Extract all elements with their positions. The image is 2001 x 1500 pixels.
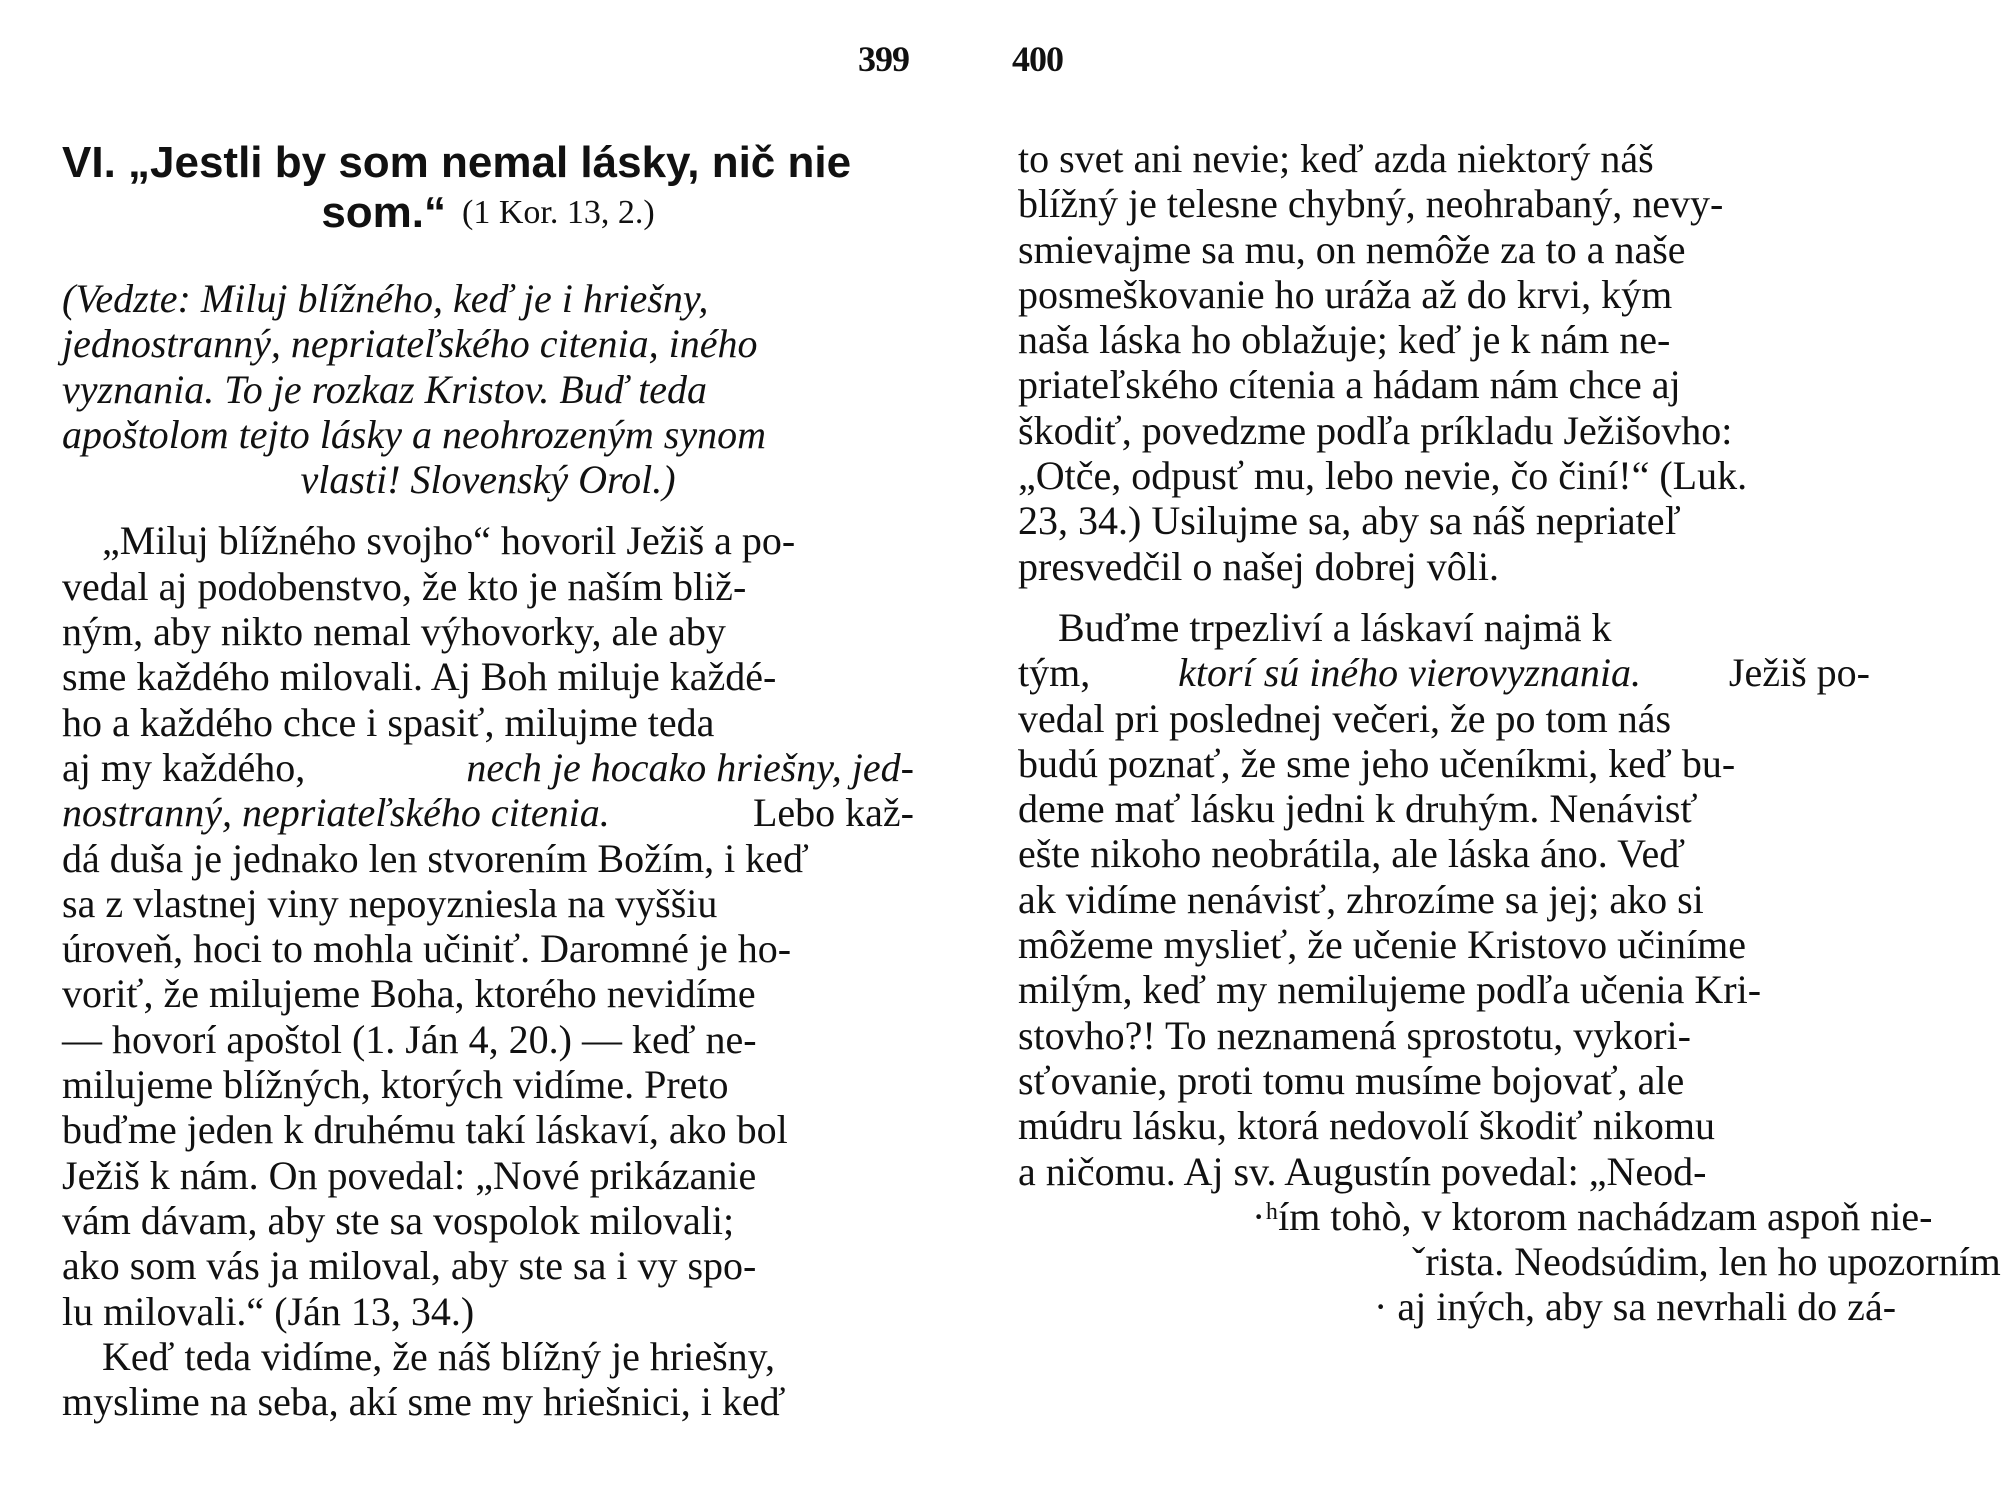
- section-heading: VI. „Jestli by som nemal lásky, nič nie: [62, 138, 852, 187]
- right-page-column: [1018, 136, 2001, 1330]
- text-line: sťovanie, proti tomu musíme bojovať, ale: [1018, 1057, 1685, 1103]
- text-line-torn: ·ʰím tohò, v ktorom nachádzam aspoň nie-: [1252, 1193, 1933, 1239]
- note-line: apoštolom tejto lásky a neohrozeným synom: [62, 411, 766, 457]
- text-line: Ježiš k nám. On povedal: „Nové prikázanie: [62, 1152, 757, 1198]
- text-line: 23, 34.) Usilujme sa, aby sa náš nepriateľ: [1018, 498, 1681, 544]
- text-line: smievajme sa mu, on nemôže za to a naše: [1018, 226, 1686, 272]
- text-line: sme každého milovali. Aj Boh miluje každé-: [62, 654, 777, 700]
- text-line: myslime na seba, akí sme my hriešnici, i keď: [62, 1379, 786, 1425]
- paragraph: [62, 1334, 914, 1425]
- text-line: a ničomu. Aj sv. Augustín povedal: „Neod-: [1018, 1148, 1707, 1194]
- text-line: vám dávam, aby ste sa vospolok milovali;: [62, 1197, 735, 1243]
- text-line: posmeškovanie ho uráža až do krvi, kým: [1018, 271, 1673, 317]
- text-line: naša láska ho oblažuje; keď je k nám ne-: [1018, 317, 1671, 363]
- text-line: ho a každého chce i spasiť, milujme teda: [62, 699, 715, 745]
- note-line: jednostranný, nepriateľského citenia, iného: [62, 321, 758, 367]
- text-line: Buďme trpezliví a láskaví najmä k: [1058, 604, 1612, 650]
- text-line: aj my každého, nech je hocako hriešny, jed-: [62, 744, 914, 790]
- text-line: Keď teda vidíme, že náš blížný je hriešny,: [102, 1333, 776, 1379]
- note-line: (Vedzte: Miluj blížného, keď je i hriešny,: [62, 276, 709, 321]
- text-line: blížný je telesne chybný, neohrabaný, nevy-: [1018, 181, 1724, 227]
- paragraph: [62, 518, 914, 1333]
- text-line: vedal pri poslednej večeri, že po tom nás: [1018, 695, 1672, 741]
- text-line: tým, ktorí sú iného vierovyznania. Ježiš po-: [1018, 650, 1870, 696]
- text-line: milým, keď my nemilujeme podľa učenia Kri-: [1018, 967, 1762, 1013]
- section-heading-cont: som.“ (1 Kor. 13, 2.): [321, 188, 655, 237]
- text-line: dá duša je jednako len stvorením Božím, i keď: [62, 835, 809, 881]
- text-line: milujeme blížných, ktorých vidíme. Preto: [62, 1062, 729, 1108]
- text-line: múdru lásku, ktorá nedovolí škodiť nikomu: [1018, 1103, 1716, 1149]
- text-line: vedal aj podobenstvo, že kto je naším bliž-: [62, 563, 747, 609]
- text-line: ak vidíme nenávisť, zhrozíme sa jej; ako si: [1018, 876, 1704, 922]
- emphasis: nostranný, nepriateľského citenia.: [62, 790, 610, 836]
- text-line: budú poznať, že sme jeho učeníkmi, keď bu-: [1018, 740, 1736, 786]
- paragraph: [1018, 136, 1870, 589]
- text-line: môžeme myslieť, že učenie Kristovo učiníme: [1018, 922, 1746, 968]
- note-line: vyznania. To je rozkaz Kristov. Buď teda: [62, 366, 708, 412]
- text-line: buďme jeden k druhému takí láskaví, ako bol: [62, 1107, 788, 1153]
- text-line: priateľského cítenia a hádam nám chce aj: [1018, 362, 1681, 408]
- page-number-left: 399: [858, 39, 909, 79]
- text-line: sa z vlastnej viny nepoyzniesla na vyššiu: [62, 880, 718, 926]
- text-line: „Miluj blížného svojho“ hovoril Ježiš a po-: [102, 518, 796, 564]
- text-line: „Otče, odpusť mu, lebo nevie, čo činí!“ (Luk.: [1018, 453, 1748, 499]
- quoted-note: [62, 276, 914, 502]
- text-line: ako som vás ja miloval, aby ste sa i vy spo-: [62, 1243, 757, 1289]
- text-line-torn: ˇrista. Neodsúdim, len ho upozorním: [1412, 1239, 2001, 1285]
- emphasis: nech je hocako hriešny, jed-: [466, 744, 914, 790]
- text-line: úroveň, hoci to mohla učiniť. Daromné je ho-: [62, 926, 792, 972]
- text-line: voriť, že milujeme Boha, ktorého nevidíme: [62, 971, 756, 1017]
- text-line: to svet ani nevie; keď azda niektorý náš: [1018, 136, 1654, 181]
- text-line: stovho?! To neznamená sprostotu, vykori-: [1018, 1012, 1691, 1058]
- note-line: vlasti! Slovenský Orol.): [300, 457, 676, 503]
- page-number-right: 400: [1012, 39, 1063, 79]
- paragraph: [1018, 604, 2001, 1330]
- text-line: lu milovali.“ (Ján 13, 34.): [62, 1288, 475, 1334]
- text-line: ným, aby nikto nemal výhovorky, ale aby: [62, 609, 726, 655]
- text-line: ešte nikoho neobrátila, ale láska áno. Veď: [1018, 831, 1686, 877]
- text-line: — hovorí apoštol (1. Ján 4, 20.) — keď ne-: [62, 1016, 757, 1062]
- text-line: škodiť, povedzme podľa príkladu Ježišovho:: [1018, 407, 1733, 453]
- text-line: presvedčil o našej dobrej vôli.: [1018, 543, 1499, 589]
- bible-reference: (1 Kor. 13, 2.): [462, 194, 655, 231]
- left-page-column: [62, 138, 914, 1424]
- text-line: nostranný, nepriateľského citenia. Lebo kaž-: [62, 790, 914, 836]
- text-line: deme mať lásku jedni k druhým. Nenávisť: [1018, 786, 1698, 832]
- text-line-torn: · aj iných, aby sa nevrhali do zá-: [1374, 1284, 1897, 1330]
- emphasis: ktorí sú iného vierovyznania.: [1178, 650, 1642, 696]
